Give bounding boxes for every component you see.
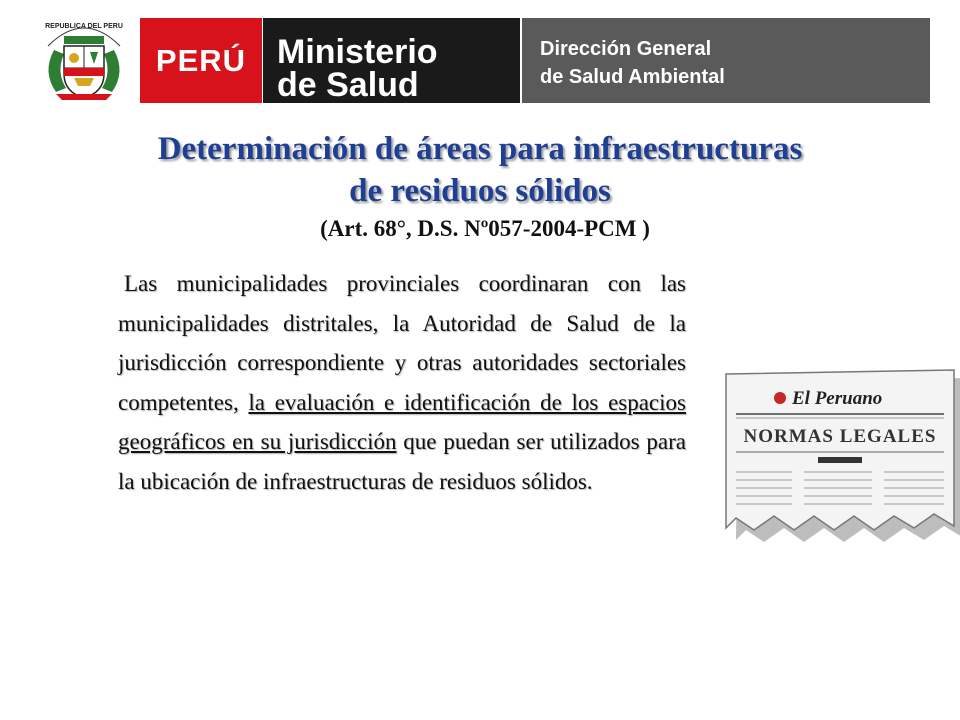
newspaper-masthead: El Peruano (792, 388, 883, 409)
legal-reference: (Art. 68°, D.S. Nº057-2004-PCM ) (320, 216, 650, 241)
title-line-1: Determinación de áreas para infraestructuras (157, 131, 803, 167)
direction-line-1: Dirección General (540, 38, 712, 60)
peru-brand-block (140, 18, 262, 103)
ministry-line-2: de Salud (277, 66, 419, 104)
title-line-2: de residuos sólidos (349, 173, 611, 209)
direction-line-2: de Salud Ambiental (540, 66, 725, 88)
ministry-line-1: Ministerio (277, 33, 438, 71)
crest-caption: REPUBLICA DEL PERU (45, 23, 123, 30)
body-text-part-2: que puedan ser utilizados para la ubicación de infraestructuras de residuos sólidos. (118, 429, 687, 494)
header-banner (0, 0, 960, 110)
ministry-brand-block (263, 18, 520, 103)
direction-brand-block (522, 18, 930, 103)
newspaper-icon (722, 362, 960, 542)
peru-coat-of-arms-logo (34, 14, 134, 104)
body-text-underlined: la evaluación e identificación de los espacios geográficos en su jurisdicción (118, 389, 686, 454)
body-text-part-1: Las municipalidades provinciales coordinaran con las municipalidades distritales, la Autoridad de Salud de la jurisdicción correspondiente y otras autoridades sectoriales competentes, (118, 271, 686, 415)
peru-label: PERÚ (155, 42, 247, 78)
body-paragraph (118, 264, 686, 501)
newspaper-section: NORMAS LEGALES (743, 426, 937, 447)
slide-title (0, 128, 960, 212)
